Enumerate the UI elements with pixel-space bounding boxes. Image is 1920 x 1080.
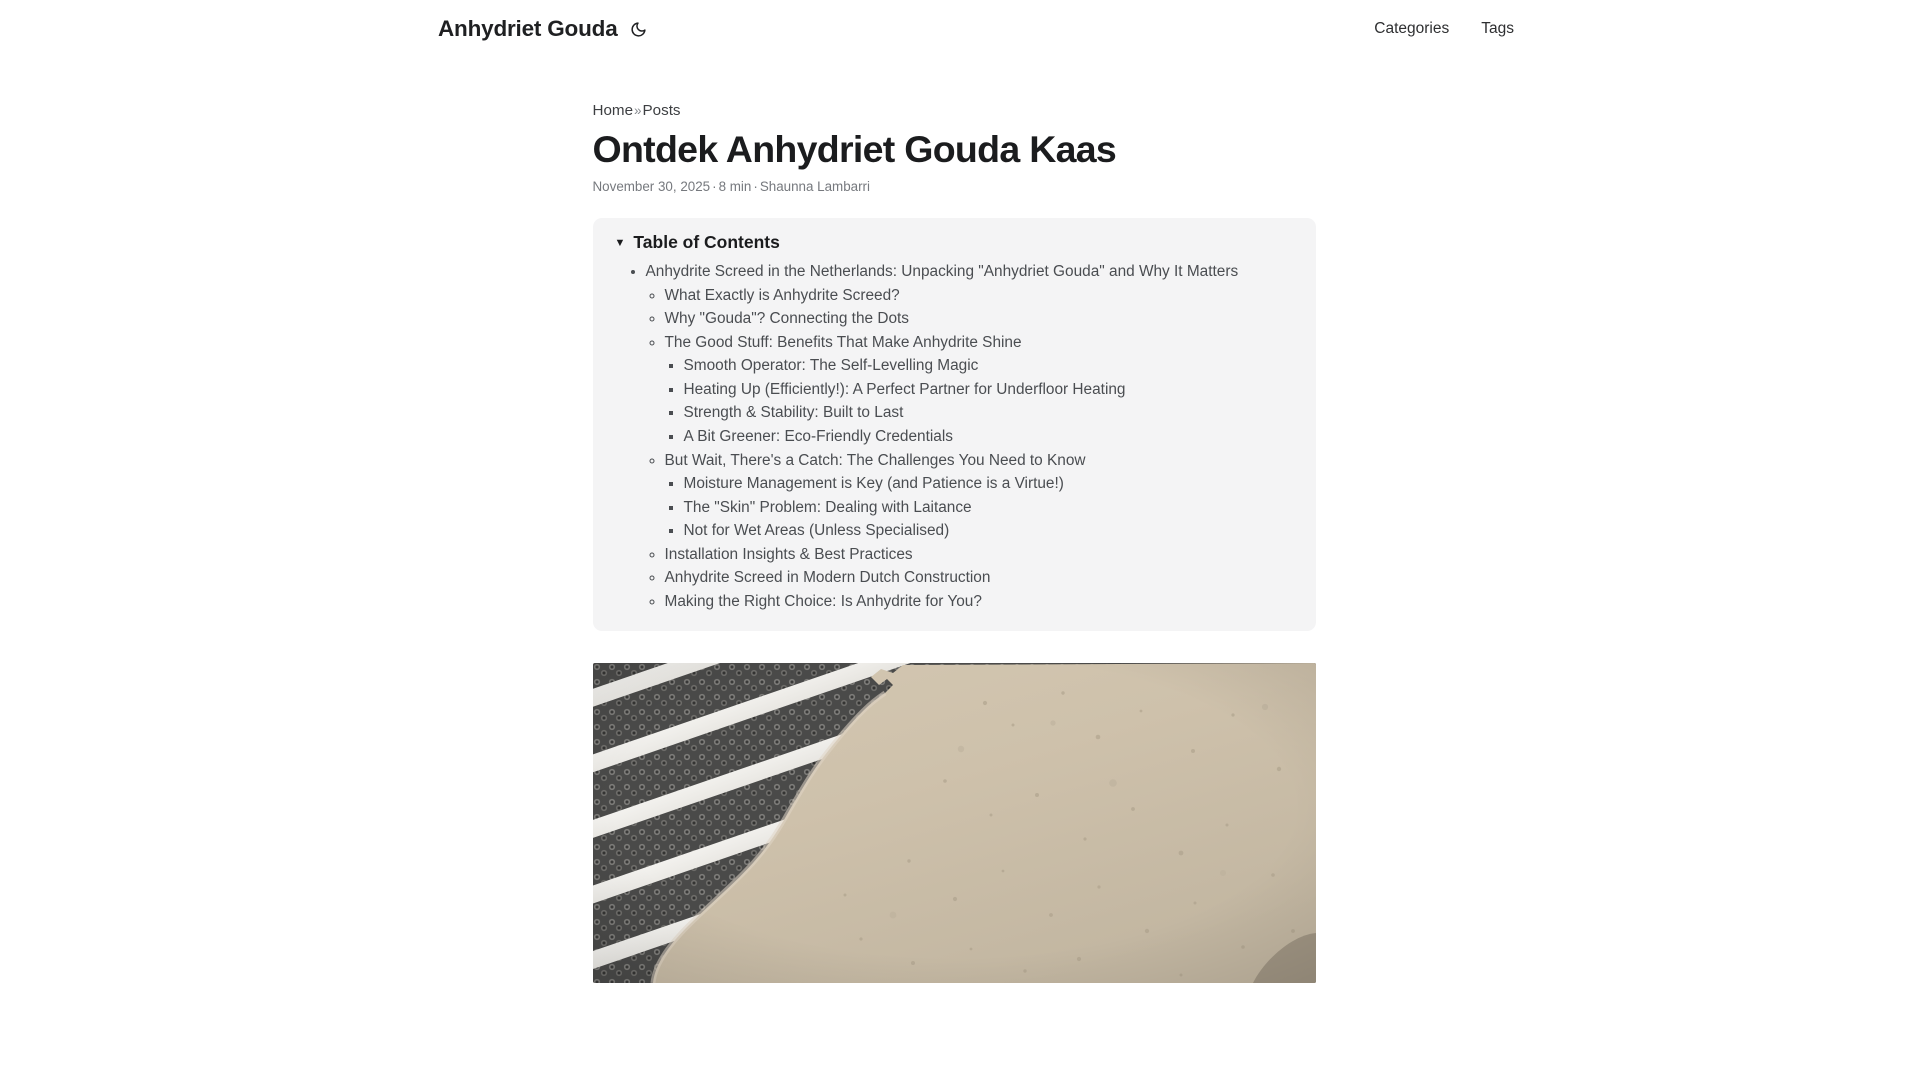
chevron-down-icon: ▼ bbox=[614, 237, 626, 250]
meta-separator-1: · bbox=[712, 179, 717, 195]
toc-link[interactable]: The "Skin" Problem: Dealing with Laitance bbox=[683, 498, 972, 516]
toc-item-level-3 bbox=[684, 401, 1294, 425]
toc-link[interactable]: The Good Stuff: Benefits That Make Anhydrite Shine bbox=[664, 333, 1022, 351]
toc-item-level-3 bbox=[684, 378, 1294, 402]
meta-separator-2: · bbox=[753, 179, 758, 195]
article-column bbox=[593, 101, 1316, 983]
toc-item-level-2 bbox=[665, 331, 1294, 449]
breadcrumb-home[interactable]: Home bbox=[592, 102, 634, 119]
toc-item-level-3 bbox=[684, 472, 1294, 496]
toc-list-level-2 bbox=[646, 284, 1294, 614]
nav-link-categories[interactable]: Categories bbox=[1374, 20, 1450, 38]
toc-item-level-3 bbox=[684, 425, 1294, 449]
toc-link[interactable]: Strength & Stability: Built to Last bbox=[683, 404, 904, 422]
toc-toggle[interactable] bbox=[615, 232, 1294, 253]
nav-link-tags[interactable]: Tags bbox=[1481, 20, 1514, 38]
site-header bbox=[0, 0, 1920, 58]
toc-list-level-3 bbox=[665, 472, 1294, 543]
moon-icon[interactable] bbox=[629, 19, 649, 39]
toc-item-level-2 bbox=[665, 566, 1294, 590]
toc-item-level-3 bbox=[684, 496, 1294, 520]
toc-link[interactable]: Smooth Operator: The Self-Levelling Magic bbox=[683, 357, 979, 375]
toc-item-level-3 bbox=[684, 519, 1294, 543]
post-author: Shaunna Lambarri bbox=[759, 179, 870, 195]
toc-item-level-3 bbox=[684, 354, 1294, 378]
toc-list-level-1 bbox=[615, 260, 1294, 613]
toc-link[interactable]: Installation Insights & Best Practices bbox=[664, 545, 913, 563]
brand-area bbox=[438, 15, 649, 41]
toc-link[interactable]: Anhydrite Screed in the Netherlands: Unpacking "Anhydriet Gouda" and Why It Matters bbox=[645, 263, 1239, 281]
toc-link[interactable]: A Bit Greener: Eco-Friendly Credentials bbox=[683, 427, 953, 445]
toc-link[interactable]: What Exactly is Anhydrite Screed? bbox=[664, 286, 900, 304]
post-meta bbox=[593, 178, 1316, 197]
toc-link[interactable]: Anhydrite Screed in Modern Dutch Construction bbox=[664, 569, 991, 587]
toc-item-level-1 bbox=[646, 260, 1294, 613]
toc-item-level-2 bbox=[665, 449, 1294, 543]
breadcrumb-posts[interactable]: Posts bbox=[642, 102, 681, 119]
toc-link[interactable]: But Wait, There's a Catch: The Challenges You Need to Know bbox=[664, 451, 1086, 469]
toc-item-level-2 bbox=[665, 543, 1294, 567]
site-title[interactable]: Anhydriet Gouda bbox=[438, 15, 618, 41]
breadcrumb bbox=[593, 101, 1316, 121]
toc-link[interactable]: Heating Up (Efficiently!): A Perfect Partner for Underfloor Heating bbox=[683, 380, 1126, 398]
post-read-time: 8 min bbox=[718, 179, 752, 195]
toc-link[interactable]: Why "Gouda"? Connecting the Dots bbox=[664, 310, 909, 328]
toc-item-level-2 bbox=[665, 307, 1294, 331]
toc-nav bbox=[615, 260, 1294, 613]
main-navigation bbox=[1374, 21, 1514, 37]
table-of-contents bbox=[593, 218, 1316, 631]
post-date: November 30, 2025 bbox=[592, 179, 711, 195]
toc-link[interactable]: Making the Right Choice: Is Anhydrite for You? bbox=[664, 592, 982, 610]
breadcrumb-separator: » bbox=[634, 103, 642, 118]
toc-heading: Table of Contents bbox=[633, 232, 780, 253]
toc-link[interactable]: Not for Wet Areas (Unless Specialised) bbox=[683, 522, 950, 540]
screed-photo bbox=[593, 663, 1316, 983]
toc-item-level-2 bbox=[665, 590, 1294, 614]
page-title: Ontdek Anhydriet Gouda Kaas bbox=[592, 127, 1117, 170]
featured-image bbox=[593, 663, 1316, 983]
toc-item-level-2 bbox=[665, 284, 1294, 308]
toc-link[interactable]: Moisture Management is Key (and Patience is a Virtue!) bbox=[683, 475, 1064, 493]
toc-list-level-3 bbox=[665, 354, 1294, 448]
